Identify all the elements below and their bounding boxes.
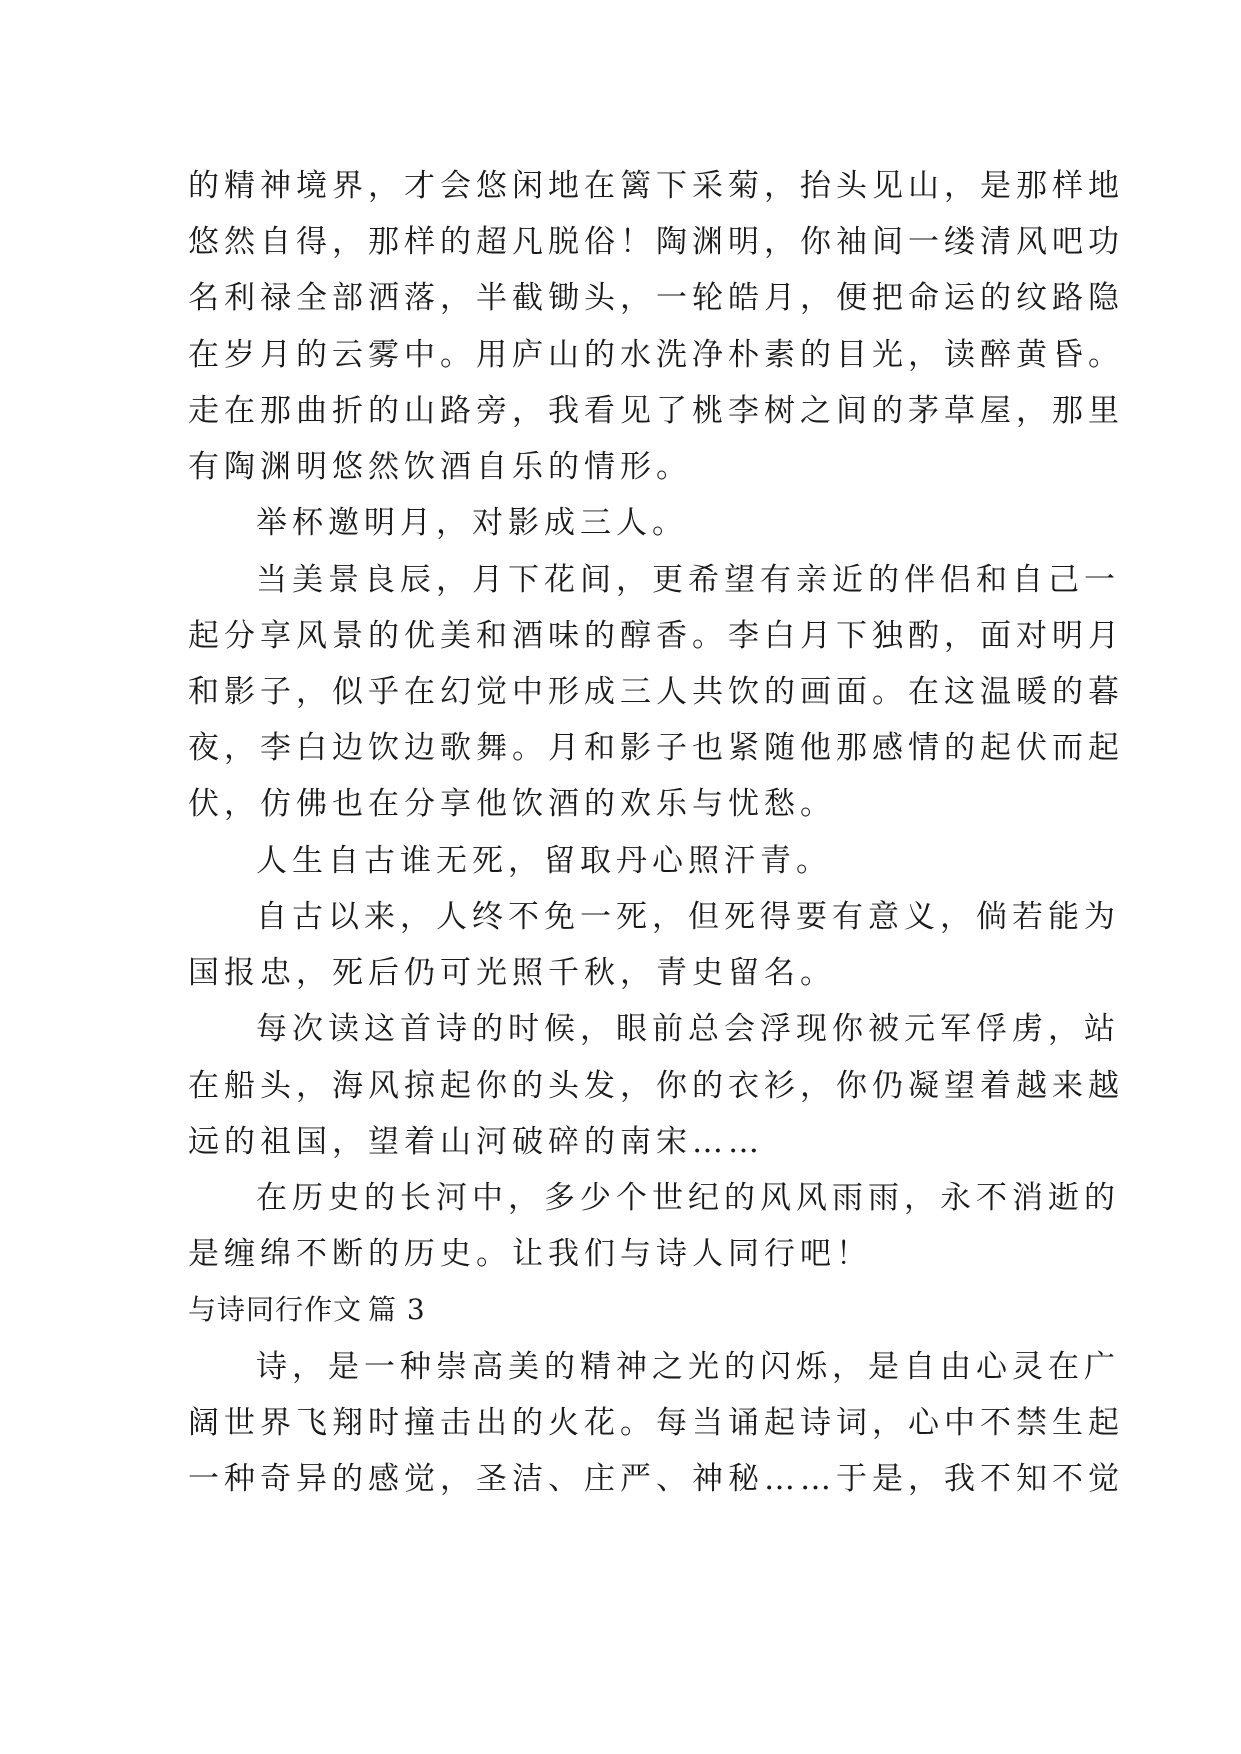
paragraph-line: 起分享风景的优美和酒味的醇香。李白月下独酌，面对明月: [188, 618, 1124, 654]
paragraph-line: 每次读这首诗的时候，眼前总会浮现你被元军俘虏，站: [256, 1011, 1120, 1047]
paragraph-line: 自古以来，人终不免一死，但死得要有意义，倘若能为: [256, 899, 1120, 935]
poem-line: 举杯邀明月，对影成三人。: [256, 505, 688, 541]
paragraph-line: 当美景良辰，月下花间，更希望有亲近的伴侣和自己一: [256, 562, 1120, 598]
section-heading-title: 与诗同行作文: [188, 1293, 363, 1326]
paragraph-line: 伏，仿佛也在分享他饮酒的欢乐与忧愁。: [188, 786, 836, 822]
paragraph-line: 有陶渊明悠然饮酒自乐的情形。: [188, 449, 692, 485]
paragraph-line: 夜，李白边饮边歌舞。月和影子也紧随他那感情的起伏而起: [188, 730, 1124, 766]
paragraph-line: 远的祖国，望着山河破碎的南宋……: [188, 1124, 764, 1160]
paragraph-line: 诗，是一种崇高美的精神之光的闪烁，是自由心灵在广: [256, 1349, 1120, 1385]
paragraph-line: 阔世界飞翔时撞击出的火花。每当诵起诗词，心中不禁生起: [188, 1405, 1124, 1441]
paragraph-line: 是缠绵不断的历史。让我们与诗人同行吧！: [188, 1236, 872, 1272]
paragraph-line: 的精神境界，才会悠闲地在篱下采菊，抬头见山，是那样地: [188, 168, 1124, 204]
poem-line: 人生自古谁无死，留取丹心照汗青。: [256, 843, 832, 879]
paragraph-line: 在船头，海风掠起你的头发，你的衣衫，你仍凝望着越来越: [188, 1068, 1124, 1104]
section-heading: [188, 1290, 426, 1330]
section-heading-number: 篇 3: [368, 1293, 426, 1326]
paragraph-line: 在历史的长河中，多少个世纪的风风雨雨，永不消逝的: [256, 1180, 1120, 1216]
paragraph-line: 和影子，似乎在幻觉中形成三人共饮的画面。在这温暖的暮: [188, 674, 1124, 710]
paragraph-line: 走在那曲折的山路旁，我看见了桃李树之间的茅草屋，那里: [188, 393, 1124, 429]
paragraph-line: 国报忠，死后仍可光照千秋，青史留名。: [188, 955, 836, 991]
paragraph-line: 名利禄全部洒落，半截锄头，一轮皓月，便把命运的纹路隐: [188, 280, 1124, 316]
paragraph-line: 在岁月的云雾中。用庐山的水洗净朴素的目光，读醉黄昏。: [188, 337, 1124, 373]
paragraph-line: 一种奇异的感觉，圣洁、庄严、神秘……于是，我不知不觉: [188, 1461, 1124, 1497]
paragraph-line: 悠然自得，那样的超凡脱俗！陶渊明，你袖间一缕清风吧功: [188, 224, 1124, 260]
